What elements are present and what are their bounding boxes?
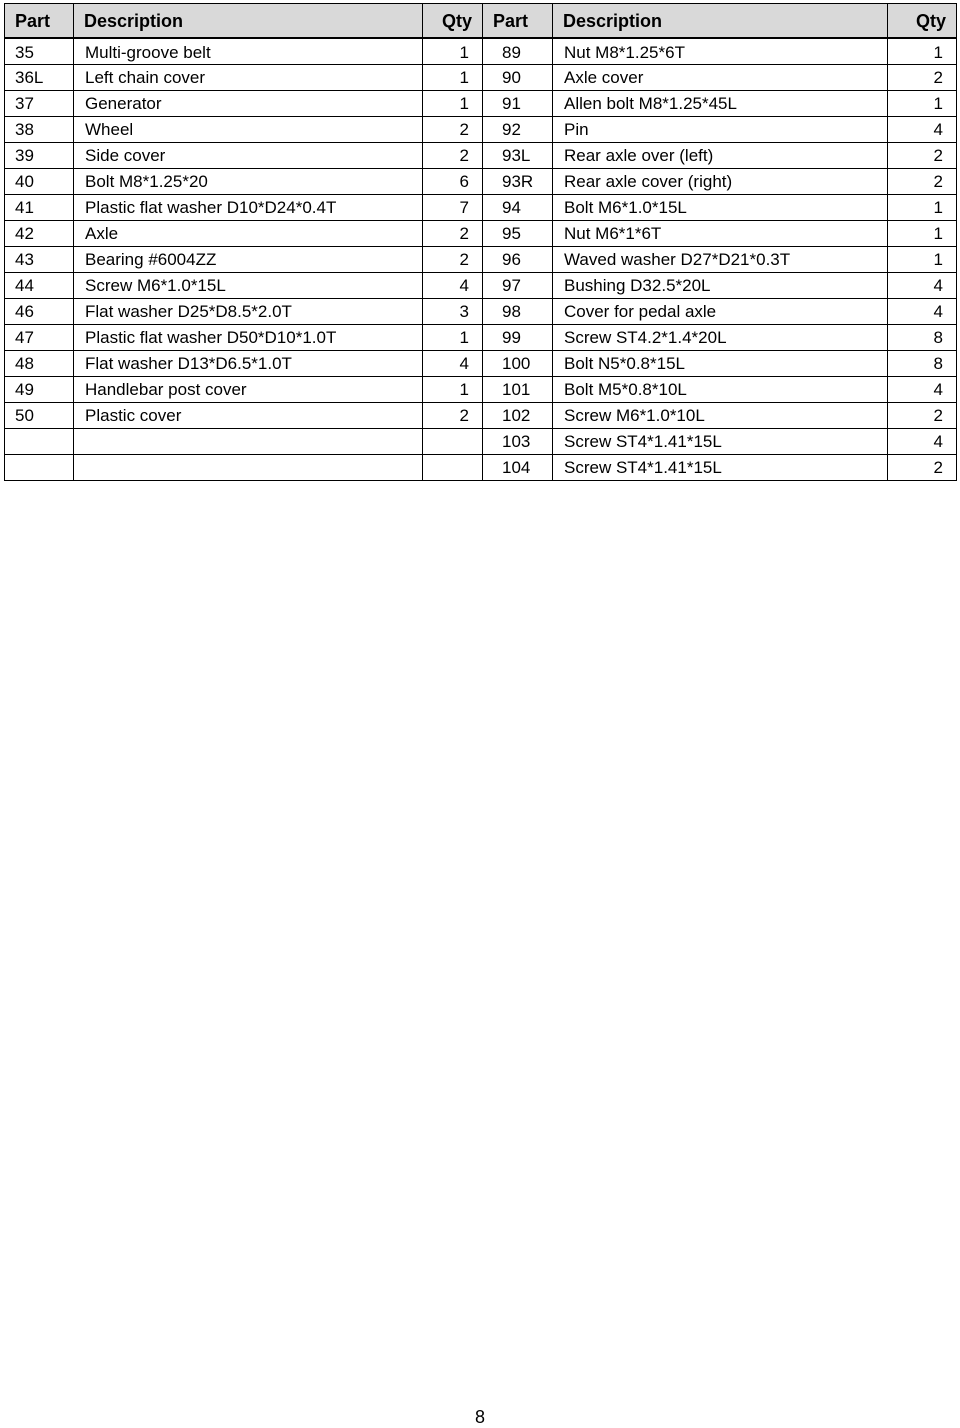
part-number-left: 36L — [5, 65, 74, 91]
part-number-right: 102 — [483, 403, 553, 429]
parts-table — [4, 3, 957, 481]
qty-right: 8 — [888, 325, 957, 351]
table-row — [5, 325, 957, 351]
table-row — [5, 351, 957, 377]
part-number-left: 48 — [5, 351, 74, 377]
part-number-right: 93R — [483, 169, 553, 195]
part-number-left: 50 — [5, 403, 74, 429]
description-right: Bushing D32.5*20L — [553, 273, 888, 299]
table-row — [5, 91, 957, 117]
qty-right: 4 — [888, 299, 957, 325]
description-right: Rear axle over (left) — [553, 143, 888, 169]
part-number-right: 103 — [483, 429, 553, 455]
table-row — [5, 38, 957, 65]
description-left: Plastic flat washer D50*D10*1.0T — [74, 325, 423, 351]
qty-right: 1 — [888, 91, 957, 117]
part-number-left: 47 — [5, 325, 74, 351]
qty-right: 4 — [888, 117, 957, 143]
description-left — [74, 429, 423, 455]
description-right: Bolt M5*0.8*10L — [553, 377, 888, 403]
description-right: Pin — [553, 117, 888, 143]
qty-left: 6 — [423, 169, 483, 195]
qty-right: 4 — [888, 273, 957, 299]
part-number-left: 38 — [5, 117, 74, 143]
header-description-left: Description — [74, 4, 423, 39]
part-number-right: 91 — [483, 91, 553, 117]
part-number-left: 41 — [5, 195, 74, 221]
description-left: Screw M6*1.0*15L — [74, 273, 423, 299]
description-left: Axle — [74, 221, 423, 247]
part-number-right: 100 — [483, 351, 553, 377]
qty-left: 1 — [423, 65, 483, 91]
description-right: Screw ST4*1.41*15L — [553, 429, 888, 455]
qty-left: 2 — [423, 247, 483, 273]
description-left: Side cover — [74, 143, 423, 169]
qty-right: 2 — [888, 455, 957, 481]
table-row — [5, 117, 957, 143]
table-row — [5, 377, 957, 403]
description-right: Nut M6*1*6T — [553, 221, 888, 247]
description-right: Axle cover — [553, 65, 888, 91]
qty-left: 1 — [423, 325, 483, 351]
description-right: Screw ST4.2*1.4*20L — [553, 325, 888, 351]
qty-left: 2 — [423, 403, 483, 429]
qty-left — [423, 455, 483, 481]
table-row — [5, 221, 957, 247]
part-number-left: 35 — [5, 38, 74, 65]
part-number-left: 42 — [5, 221, 74, 247]
description-right: Allen bolt M8*1.25*45L — [553, 91, 888, 117]
table-row — [5, 455, 957, 481]
table-row — [5, 65, 957, 91]
description-left: Flat washer D13*D6.5*1.0T — [74, 351, 423, 377]
qty-right: 2 — [888, 65, 957, 91]
header-qty-right: Qty — [888, 4, 957, 39]
table-row — [5, 299, 957, 325]
qty-left: 1 — [423, 38, 483, 65]
table-row — [5, 247, 957, 273]
description-left: Bearing #6004ZZ — [74, 247, 423, 273]
description-right: Bolt M6*1.0*15L — [553, 195, 888, 221]
qty-right: 1 — [888, 38, 957, 65]
part-number-right: 93L — [483, 143, 553, 169]
part-number-left: 40 — [5, 169, 74, 195]
description-left: Multi-groove belt — [74, 38, 423, 65]
part-number-left: 43 — [5, 247, 74, 273]
part-number-left: 44 — [5, 273, 74, 299]
qty-right: 2 — [888, 143, 957, 169]
part-number-right: 96 — [483, 247, 553, 273]
header-description-right: Description — [553, 4, 888, 39]
description-left: Handlebar post cover — [74, 377, 423, 403]
parts-table-body — [5, 38, 957, 481]
qty-left — [423, 429, 483, 455]
part-number-right: 101 — [483, 377, 553, 403]
description-left: Flat washer D25*D8.5*2.0T — [74, 299, 423, 325]
description-left: Plastic flat washer D10*D24*0.4T — [74, 195, 423, 221]
qty-right: 4 — [888, 429, 957, 455]
part-number-right: 94 — [483, 195, 553, 221]
part-number-right: 97 — [483, 273, 553, 299]
qty-left: 1 — [423, 91, 483, 117]
qty-left: 4 — [423, 351, 483, 377]
qty-right: 1 — [888, 221, 957, 247]
table-row — [5, 429, 957, 455]
description-left: Plastic cover — [74, 403, 423, 429]
qty-left: 7 — [423, 195, 483, 221]
description-left: Wheel — [74, 117, 423, 143]
qty-right: 1 — [888, 195, 957, 221]
table-row — [5, 143, 957, 169]
description-right: Rear axle cover (right) — [553, 169, 888, 195]
table-row — [5, 403, 957, 429]
description-right: Screw M6*1.0*10L — [553, 403, 888, 429]
qty-right: 2 — [888, 169, 957, 195]
qty-left: 4 — [423, 273, 483, 299]
description-right: Bolt N5*0.8*15L — [553, 351, 888, 377]
part-number-right: 95 — [483, 221, 553, 247]
description-right: Waved washer D27*D21*0.3T — [553, 247, 888, 273]
qty-right: 1 — [888, 247, 957, 273]
qty-right: 4 — [888, 377, 957, 403]
qty-left: 2 — [423, 221, 483, 247]
part-number-left: 49 — [5, 377, 74, 403]
qty-right: 8 — [888, 351, 957, 377]
qty-left: 1 — [423, 377, 483, 403]
description-left: Generator — [74, 91, 423, 117]
description-left: Bolt M8*1.25*20 — [74, 169, 423, 195]
description-right: Nut M8*1.25*6T — [553, 38, 888, 65]
qty-left: 3 — [423, 299, 483, 325]
part-number-right: 99 — [483, 325, 553, 351]
qty-left: 2 — [423, 117, 483, 143]
table-row — [5, 273, 957, 299]
part-number-left — [5, 429, 74, 455]
part-number-right: 92 — [483, 117, 553, 143]
part-number-right: 98 — [483, 299, 553, 325]
part-number-left: 46 — [5, 299, 74, 325]
part-number-left: 39 — [5, 143, 74, 169]
table-header-row — [5, 4, 957, 39]
description-left — [74, 455, 423, 481]
part-number-right: 89 — [483, 38, 553, 65]
part-number-left — [5, 455, 74, 481]
part-number-right: 90 — [483, 65, 553, 91]
header-part-right: Part — [483, 4, 553, 39]
part-number-left: 37 — [5, 91, 74, 117]
part-number-right: 104 — [483, 455, 553, 481]
table-row — [5, 169, 957, 195]
page-number: 8 — [474, 1407, 485, 1427]
description-left: Left chain cover — [74, 65, 423, 91]
header-qty-left: Qty — [423, 4, 483, 39]
qty-right: 2 — [888, 403, 957, 429]
qty-left: 2 — [423, 143, 483, 169]
description-right: Screw ST4*1.41*15L — [553, 455, 888, 481]
table-row — [5, 195, 957, 221]
header-part-left: Part — [5, 4, 74, 39]
description-right: Cover for pedal axle — [553, 299, 888, 325]
